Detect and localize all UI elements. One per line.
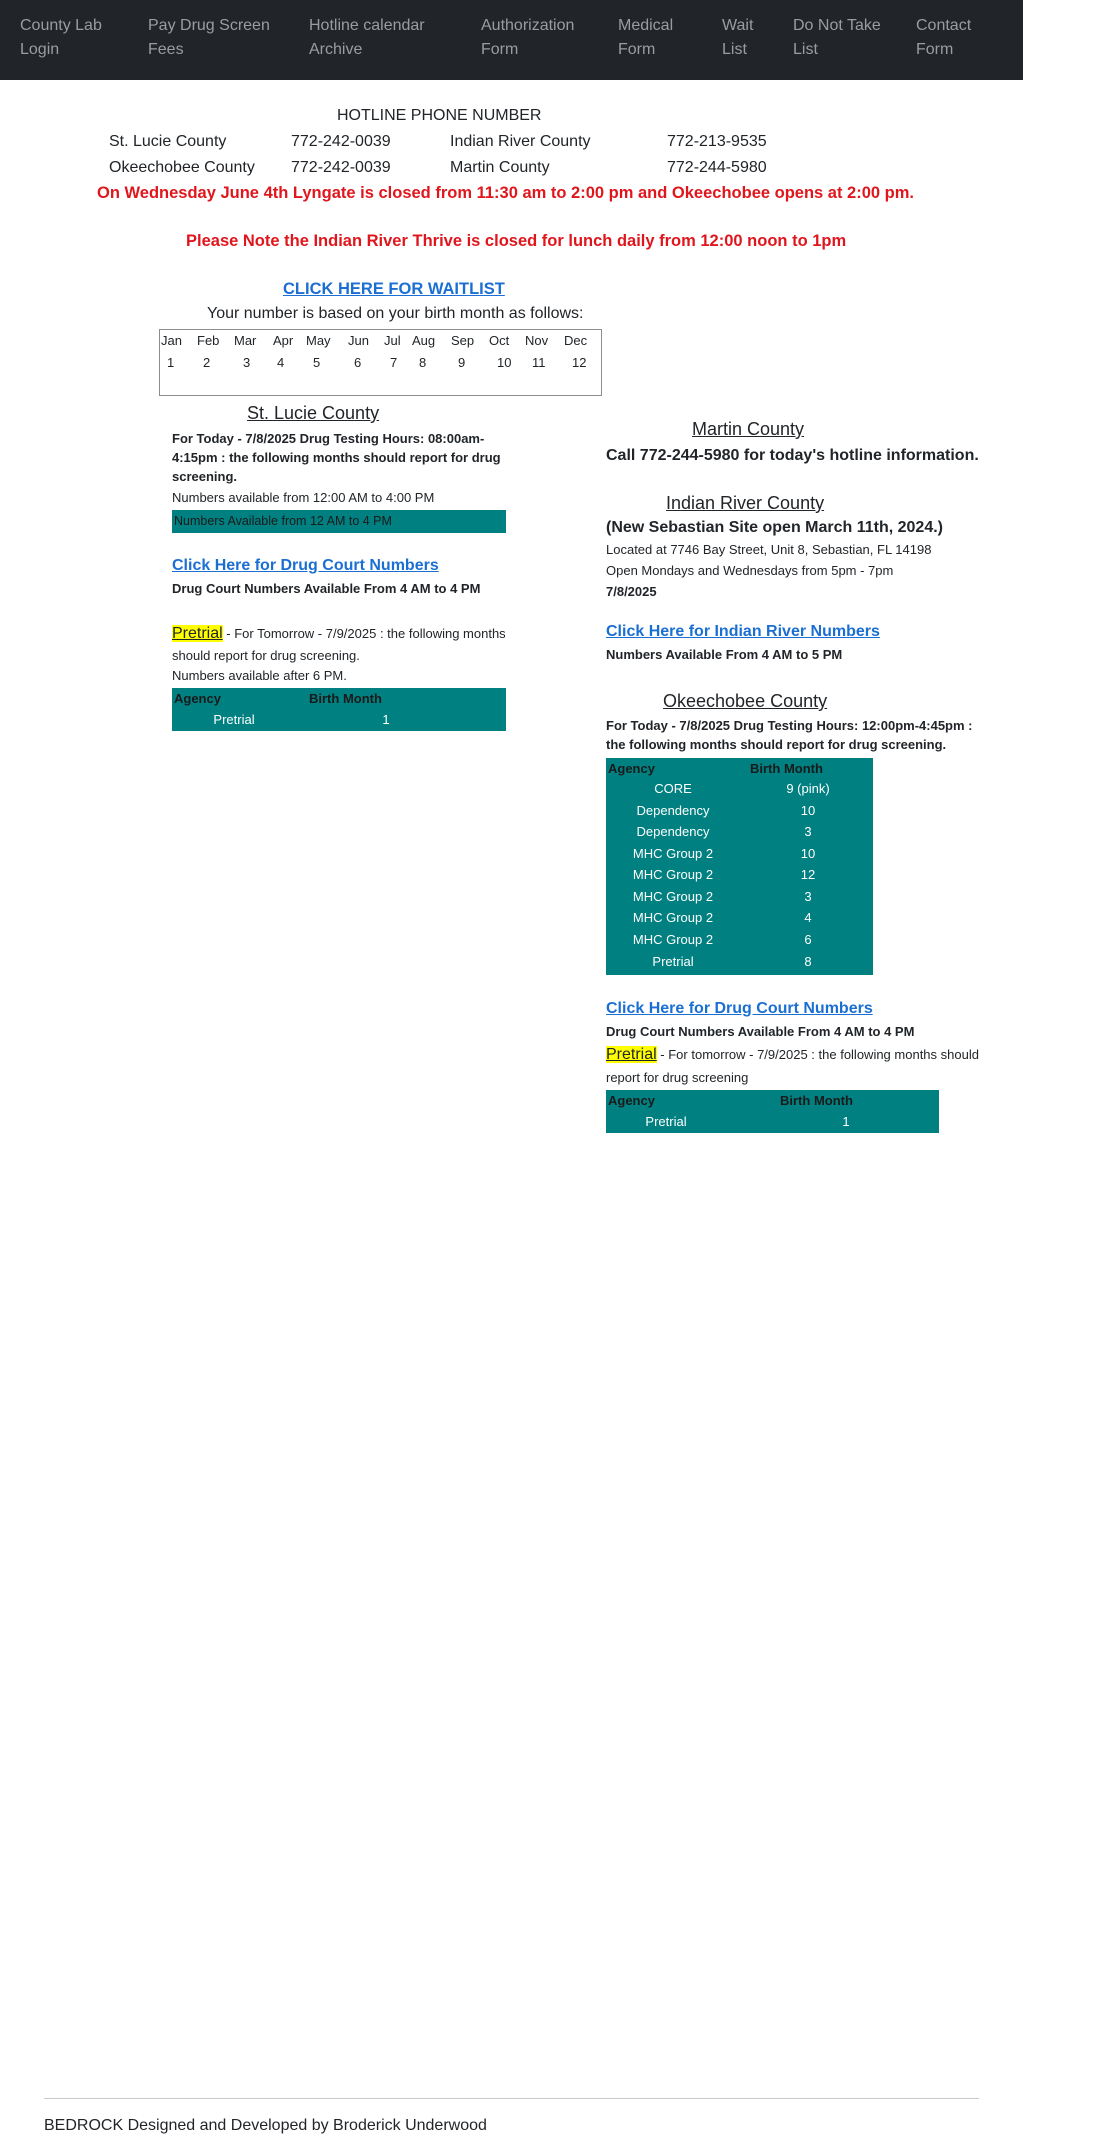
okeechobee-testing-table [606,758,873,975]
st-lucie-today-heading: For Today - 7/8/2025 Drug Testing Hours: 08:00am- [172,431,485,446]
month-number: 5 [313,355,321,370]
indian-river-availability: Numbers Available From 4 AM to 5 PM [606,647,843,662]
indian-river-title: Indian River County [666,493,825,513]
month-name: Jul [384,333,401,348]
month-name: May [306,333,331,348]
table-header: Birth Month [309,691,382,706]
month-number: 6 [354,355,362,370]
indian-river-hours: Open Mondays and Wednesdays from 5pm - 7pm [606,563,894,578]
nav-medical-form[interactable]: Medical Form [618,17,674,58]
table-header: Birth Month [750,761,823,776]
month-name: Aug [412,333,436,348]
table-cell-month: 1 [842,1114,850,1129]
okeechobee-title: Okeechobee County [663,691,828,711]
waitlist-link[interactable]: CLICK HERE FOR WAITLIST [283,280,505,298]
st-lucie-drug-court-link[interactable]: Click Here for Drug Court Numbers [172,557,439,574]
hotline-phone: 772-213-9535 [667,133,767,150]
nav-county-lab-login[interactable]: County Lab Login [20,17,102,58]
pretrial-text: - For Tomorrow - 7/9/2025 : the following months [222,626,506,641]
indian-river-date: 7/8/2025 [606,584,657,599]
indian-river-numbers-link[interactable]: Click Here for Indian River Numbers [606,623,880,640]
table-cell-agency: Pretrial [213,712,255,727]
indian-river-location: Located at 7746 Bay Street, Unit 8, Sebastian, FL 14198 [606,542,932,557]
table-cell-agency: Dependency [636,824,710,839]
st-lucie-drug-court-note: Drug Court Numbers Available From 4 AM to 4 PM [172,581,481,596]
martin-title: Martin County [692,419,805,439]
table-cell-agency: MHC Group 2 [632,846,714,861]
pretrial-highlight: Pretrial [172,625,223,642]
table-header: Agency [174,691,221,706]
table-header: Agency [608,1093,655,1108]
okeechobee-pretrial-text: report for drug screening [606,1070,749,1085]
okeechobee-drug-court-link[interactable]: Click Here for Drug Court Numbers [606,1000,873,1017]
hotline-phone: 772-242-0039 [291,133,391,150]
st-lucie-pretrial-table [172,688,506,731]
table-cell-month: 9 (pink) [786,781,830,796]
month-name: Dec [564,333,588,348]
month-number: 2 [203,355,211,370]
month-number: 9 [458,355,466,370]
month-number: 11 [532,355,546,370]
month-number: 8 [419,355,427,370]
thrive-lunch-notice: Please Note the Indian River Thrive is closed for lunch daily from 12:00 noon to 1pm [186,232,847,250]
table-cell-month: 3 [804,889,812,904]
st-lucie-pretrial-after: Numbers available after 6 PM. [172,668,347,683]
table-cell-agency: MHC Group 2 [632,910,714,925]
table-cell-agency: Pretrial [652,954,694,969]
nav-contact-form[interactable]: Contact Form [916,17,972,58]
okeechobee-pretrial-table [606,1090,939,1133]
footer-divider [44,2098,979,2099]
hotline-phone: 772-242-0039 [291,159,391,176]
pretrial-highlight: Pretrial [606,1046,657,1063]
table-cell-month: 10 [800,803,816,818]
lyngate-closure-notice: On Wednesday June 4th Lyngate is closed from 11:30 am to 2:00 pm and Okeechobee opens at 2:00 pm. [97,184,914,202]
month-name: Sep [451,333,475,348]
month-number: 1 [167,355,175,370]
month-number: 3 [243,355,251,370]
table-cell-month: 10 [800,846,816,861]
table-header: Agency [608,761,655,776]
table-cell-month: 4 [804,910,812,925]
month-name: Apr [273,333,294,348]
pretrial-text: - For tomorrow - 7/9/2025 : the following months should [656,1047,979,1062]
hotline-phone: 772-244-5980 [667,159,767,176]
okeechobee-drug-court-note: Drug Court Numbers Available From 4 AM to 4 PM [606,1024,915,1039]
birth-month-table [159,329,602,396]
month-number: 10 [497,355,512,370]
st-lucie-availability-bar: Numbers Available from 12 AM to 4 PM [172,510,506,533]
table-cell-agency: CORE [654,781,692,796]
hotline-county: Martin County [450,159,550,176]
table-cell-month: 1 [382,712,390,727]
hotline-title: HOTLINE PHONE NUMBER [337,107,542,124]
st-lucie-today-heading: 4:15pm : the following months should report for drug [172,450,501,465]
table-cell-month: 6 [804,932,812,947]
top-navbar [0,0,1023,80]
month-name: Feb [197,333,220,348]
month-name: Nov [525,333,549,348]
st-lucie-title: St. Lucie County [247,403,380,423]
month-number: 7 [390,355,398,370]
month-name: Jun [348,333,369,348]
month-name: Oct [489,333,510,348]
table-header: Birth Month [780,1093,853,1108]
table-cell-agency: MHC Group 2 [632,867,714,882]
month-number: 4 [277,355,285,370]
table-cell-month: 12 [800,867,816,882]
st-lucie-numbers-available: Numbers available from 12:00 AM to 4:00 PM [172,490,435,505]
nav-do-not-take-list[interactable]: Do Not Take List [793,17,881,58]
okeechobee-today-heading: the following months should report for drug screening. [606,737,947,752]
nav-wait-list[interactable]: Wait List [722,17,754,58]
hotline-county: Okeechobee County [109,159,255,176]
month-name: Jan [161,333,182,348]
st-lucie-today-heading: screening. [172,469,238,484]
indian-river-new-site: (New Sebastian Site open March 11th, 2024.) [606,519,943,536]
okeechobee-pretrial-line [606,1045,979,1064]
table-cell-month: 3 [804,824,812,839]
waitlist-subtitle: Your number is based on your birth month as follows: [207,305,584,322]
nav-pay-drug-screen-fees[interactable]: Pay Drug Screen Fees [148,17,270,58]
nav-authorization-form[interactable]: Authorization Form [481,17,575,58]
table-cell-agency: Pretrial [645,1114,687,1129]
okeechobee-today-heading: For Today - 7/8/2025 Drug Testing Hours: 12:00pm-4:45pm : [606,718,973,733]
martin-call-info: Call 772-244-5980 for today's hotline information. [606,447,979,464]
table-cell-month: 8 [804,954,812,969]
st-lucie-pretrial-text: should report for drug screening. [172,648,360,663]
month-number: 12 [572,355,587,370]
table-cell-agency: Dependency [636,803,710,818]
hotline-county: St. Lucie County [109,133,227,150]
month-name: Mar [234,333,257,348]
table-cell-agency: MHC Group 2 [632,932,714,947]
table-cell-agency: MHC Group 2 [632,889,714,904]
st-lucie-pretrial-line [172,624,506,643]
footer-credit: BEDROCK Designed and Developed by Broderick Underwood [44,2117,487,2134]
nav-hotline-calendar-archive[interactable]: Hotline calendar Archive [309,17,425,58]
hotline-county: Indian River County [450,133,591,150]
